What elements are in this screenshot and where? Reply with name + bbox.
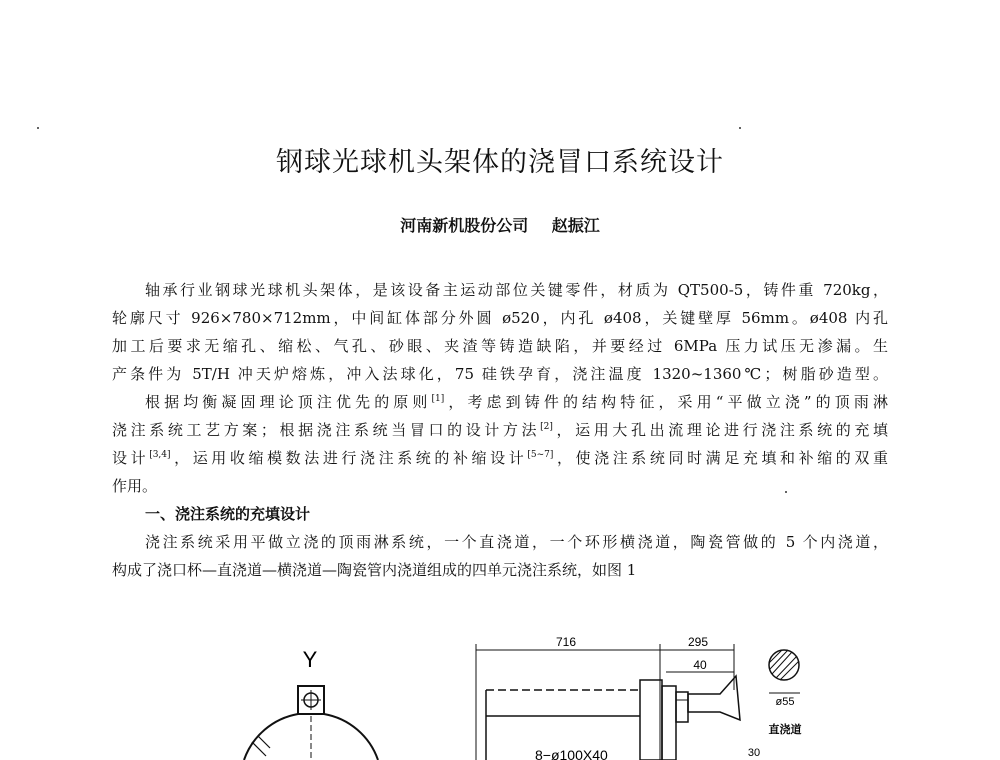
paper-title: 钢球光球机头架体的浇冒口系统设计 [276, 147, 724, 178]
flange-arc-right [324, 714, 378, 760]
citation-3-4: [3,4] [149, 450, 171, 460]
sprue-caption: 直浇道 [768, 724, 802, 736]
flange-section [640, 680, 662, 760]
paragraph-3-line-1: 浇注系统采用平做立浇的顶雨淋系统，一个直浇道，一个环形横浇道，陶瓷管做的 5 个内浇道， [145, 533, 888, 551]
citation-2: [2] [540, 422, 553, 432]
dimension-40: 40 [693, 658, 707, 672]
paragraph-2-line-2: 浇注系统工艺方案；根据浇注系统当冒口的设计方法[2]，运用大孔出流理论进行浇注系统的充填 [112, 421, 888, 439]
paragraph-1-line-3: 加工后要求无缩孔、缩松、气孔、砂眼、夹渣等铸造缺陷，并要经过 6MPa 压力试压无渗漏。生 [112, 337, 888, 355]
pouring-cup [688, 676, 740, 720]
paragraph-2-line-1: 根据均衡凝固理论顶注优先的原则[1]，考虑到铸件的结构特征，采用“平做立浇”的顶雨淋 [145, 393, 888, 411]
paragraph-2-line-3: 设计[3,4]，运用收缩模数法进行浇注系统的补缩设计[5~7]，使浇注系统同时满足充填和补缩的双重 [112, 449, 888, 467]
dimension-716: 716 [555, 635, 577, 649]
citation-5-7: [5~7] [527, 450, 554, 460]
author-name: 赵振江 [551, 216, 600, 235]
dimension-phi55: ø55 [775, 696, 795, 708]
holes-note: 8−ø100X40 [535, 747, 608, 760]
paragraph-2-line-4: 作用。 [112, 477, 158, 495]
citation-1: [1] [431, 394, 445, 404]
paragraph-1-line-1: 轴承行业钢球光球机头架体，是该设备主运动部位关键零件，材质为 QT500-5，铸件重 720kg， [145, 281, 888, 299]
author-affiliation: 河南新机股份公司 [400, 216, 529, 235]
view-label-y: Y [302, 647, 318, 672]
paragraph-1-line-4: 产条件为 5T/H 冲天炉熔炼，冲入法球化，75 硅铁孕育，浇注温度 1320~1360℃；树脂砂造型。 [112, 365, 888, 383]
paragraph-3-line-2: 构成了浇口杯—直浇道—横浇道—陶瓷管内浇道组成的四单元浇注系统，如图 1 [112, 561, 637, 579]
paragraph-1-line-2: 轮廓尺寸 926×780×712mm，中间缸体部分外圆 ø520，内孔 ø408，关键壁厚 56mm。ø408 内孔 [112, 309, 888, 327]
dimension-30: 30 [747, 747, 761, 759]
dimension-295: 295 [687, 635, 709, 649]
section-heading-1: 一、浇注系统的充填设计 [145, 505, 311, 523]
flange-arc-left [244, 714, 298, 760]
